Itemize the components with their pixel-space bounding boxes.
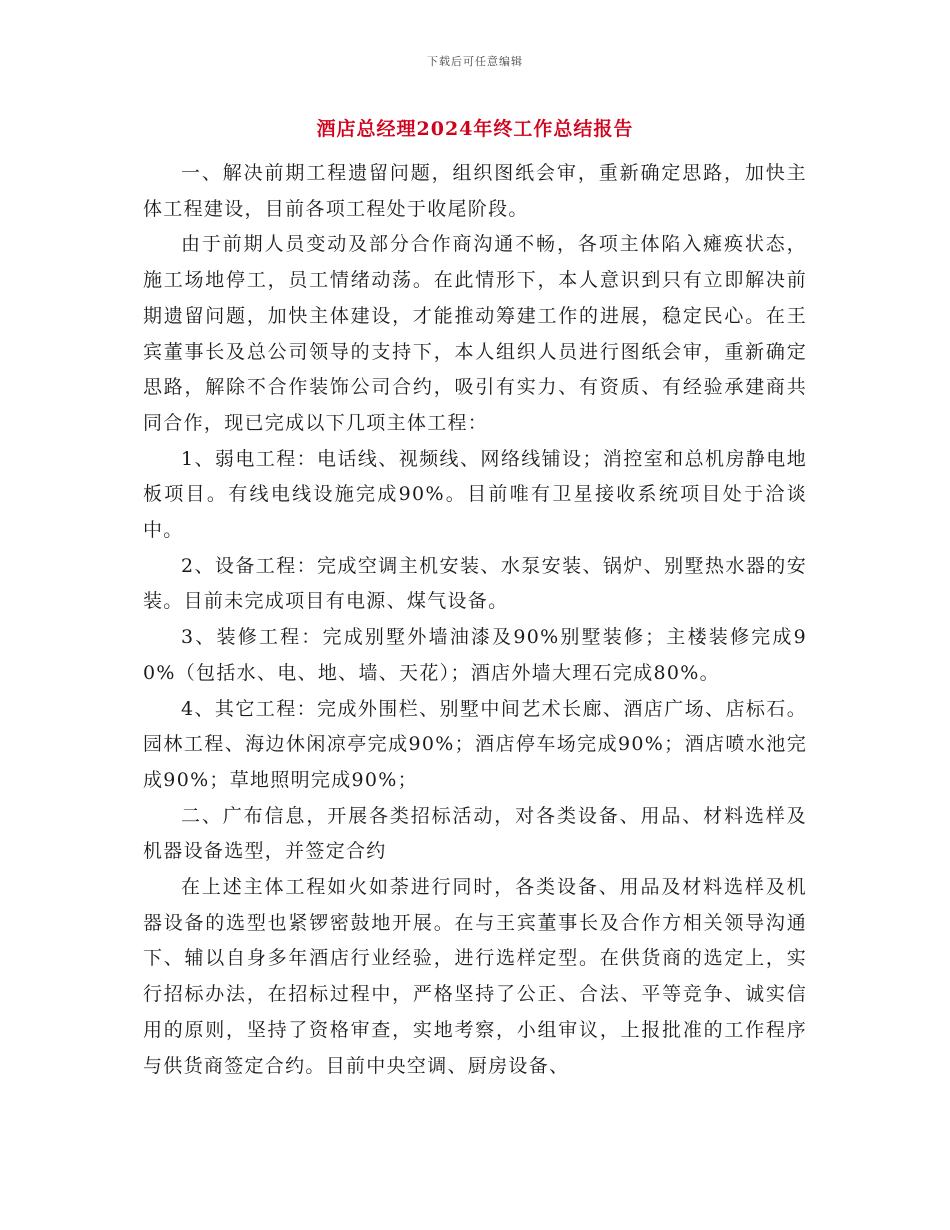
document-title: 酒店总经理2024年终工作总结报告 [316,118,634,140]
paragraph-other-works: 4、其它工程：完成外围栏、别墅中间艺术长廊、酒店广场、店标石。园林工程、海边休闲凉亭完成90%；酒店停车场完成90%；酒店喷水池完成90%；草地照明完成90%； [143,697,807,791]
paragraph-procurement: 在上述主体工程如火如荼进行同时，各类设备、用品及材料选样及机器设备的选型也紧锣密鼓地开展。在与王宾董事长及合作方相关领导沟通下、辅以自身多年酒店行业经验，进行选样定型。在供货商的选定上，实行招标办法，在招标过程中，严格坚持了公正、合法、平等竞争、诚实信用的原则，坚持了资格审查，实地考察，小组审议，上报批准的工作程序与供货商签定合约。目前中央空调、厨房设备、 [143,876,807,1077]
paragraph-decoration: 3、装修工程：完成别墅外墙油漆及90%别墅装修；主楼装修完成90%（包括水、电、地、墙、天花）；酒店外墙大理石完成80%。 [143,626,807,684]
header-note: 下载后可任意编辑 [427,55,523,68]
document-body [143,156,807,1084]
paragraph-section-2-heading: 二、广布信息，开展各类招标活动，对各类设备、用品、材料选样及机器设备选型，并签定合约 [143,804,807,863]
paragraph-weak-current: 1、弱电工程：电话线、视频线、网络线铺设；消控室和总机房静电地板项目。有线电线设施完成90%。目前唯有卫星接收系统项目处于洽谈中。 [143,447,807,542]
paragraph-background: 由于前期人员变动及部分合作商沟通不畅，各项主体陷入瘫痪状态，施工场地停工，员工情绪动荡。在此情形下，本人意识到只有立即解决前期遗留问题，加快主体建设，才能推动筹建工作的进展，稳定民心。在王宾董事长及总公司领导的支持下，本人组织人员进行图纸会审，重新确定思路，解除不合作装饰公司合约，吸引有实力、有资质、有经验承建商共同合作，现已完成以下几项主体工程： [143,233,807,434]
paragraph-section-1-heading: 一、解决前期工程遗留问题，组织图纸会审，重新确定思路，加快主体工程建设，目前各项工程处于收尾阶段。 [143,162,807,220]
paragraph-equipment: 2、设备工程：完成空调主机安装、水泵安装、锅炉、别墅热水器的安装。目前未完成项目有电源、煤气设备。 [143,554,807,613]
